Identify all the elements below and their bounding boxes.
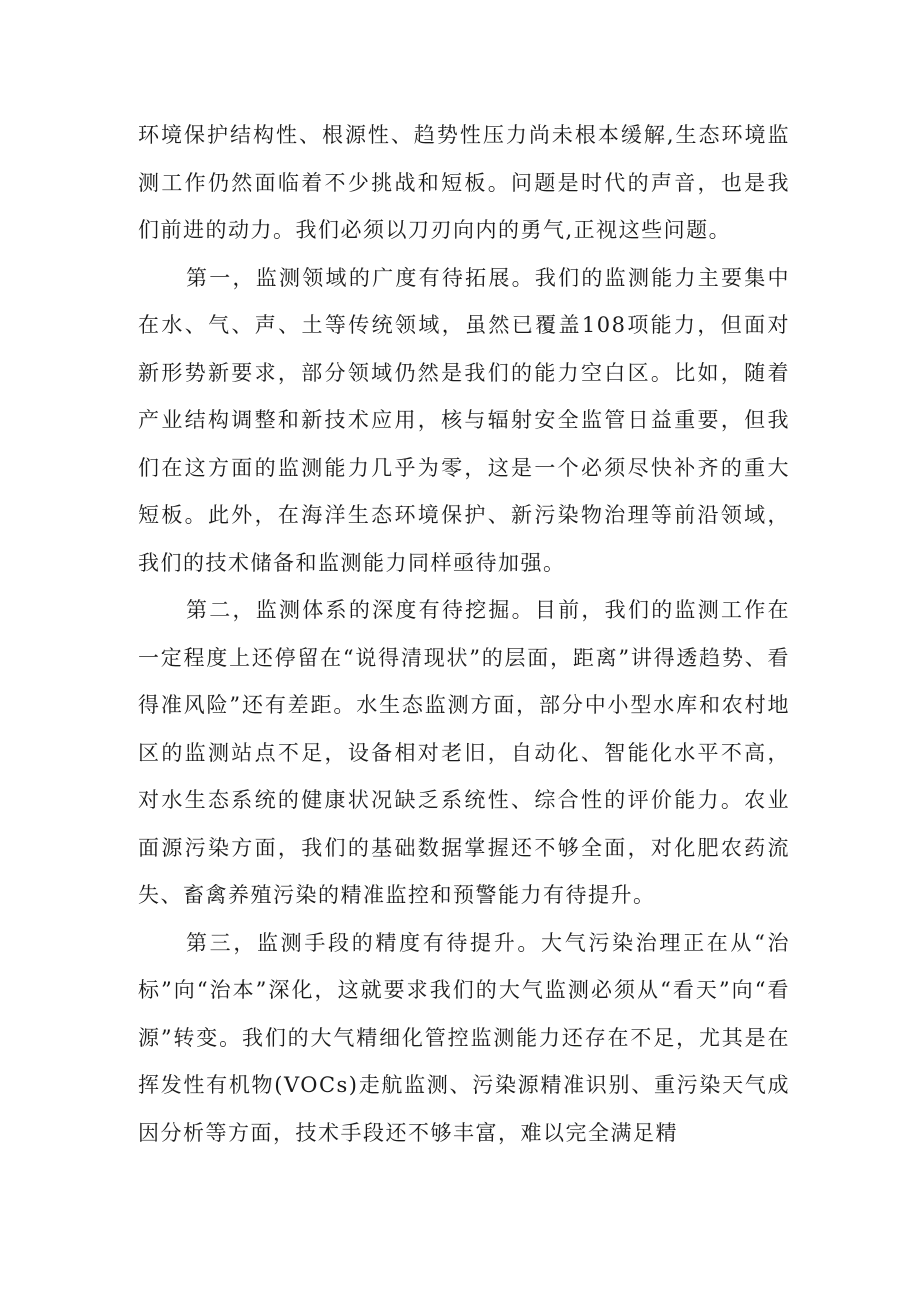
paragraph-third-point: 第三，监测手段的精度有待提升。大气污染治理正在从“治标”向“治本”深化，这就要求我们的大气监测必须从“看天”向“看源”转变。我们的大气精细化管控监测能力还存在不足，尤其是在挥发性有机物(VOCs)走航监测、污染源精准识别、重污染天气成因分析等方面，技术手段还不够丰富，难以完全满足精 <box>138 930 790 1145</box>
document-body <box>138 112 790 1157</box>
paragraph-second-point: 第二，监测体系的深度有待挖掘。目前，我们的监测工作在一定程度上还停留在“说得清现状”的层面，距离”讲得透趋势、看得准风险”还有差距。水生态监测方面，部分中小型水库和农村地区的监测站点不足，设备相对老旧，自动化、智能化水平不高，对水生态系统的健康状况缺乏系统性、综合性的评价能力。农业面源污染方面，我们的基础数据掌握还不够全面，对化肥农药流失、畜禽养殖污染的精准监控和预警能力有待提升。 <box>138 598 790 907</box>
paragraph-intro: 环境保护结构性、根源性、趋势性压力尚未根本缓解,生态环境监测工作仍然面临着不少挑战和短板。问题是时代的声音，也是我们前进的动力。我们必须以刀刃向内的勇气,正视这些问题。 <box>138 123 790 242</box>
paragraph-first-point: 第一，监测领域的广度有待拓展。我们的监测能力主要集中在水、气、声、土等传统领域，虽然已覆盖108项能力，但面对新形势新要求，部分领域仍然是我们的能力空白区。比如，随着产业结构调整和新技术应用，核与辐射安全监管日益重要，但我们在这方面的监测能力几乎为零，这是一个必须尽快补齐的重大短板。此外，在海洋生态环境保护、新污染物治理等前沿领域，我们的技术储备和监测能力同样亟待加强。 <box>138 265 790 575</box>
